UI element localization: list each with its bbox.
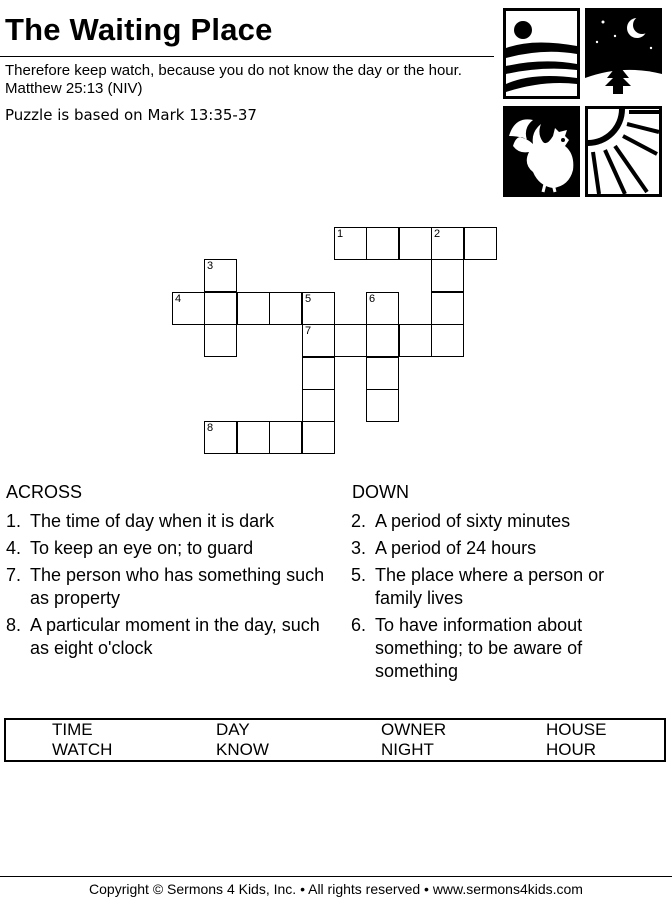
clue-text: To keep an eye on; to guard [30,538,254,558]
crossword-cell[interactable] [399,324,432,357]
clue-text: A period of 24 hours [375,538,537,558]
crossword-cell[interactable] [237,292,270,325]
crossword-cell[interactable] [464,227,497,260]
cell-number: 4 [175,293,182,305]
word-bank-item: OWNER [381,720,447,739]
cell-number: 6 [369,293,376,305]
crossword-cell[interactable] [334,324,367,357]
crossword-cell[interactable] [366,324,399,357]
down-clue-list [351,510,651,687]
down-clue [351,537,651,560]
crossword-cell[interactable] [204,324,237,357]
crossword-cell[interactable] [366,389,399,422]
footer-divider [0,876,672,877]
cell-number: 2 [434,228,441,240]
across-clue [6,614,326,660]
clue-number: 5. [351,565,367,585]
word-bank-item: DAY [216,720,250,739]
across-clue [6,537,326,560]
clue-number: 8. [6,615,22,635]
down-clue [351,510,651,533]
word-bank [4,718,666,762]
down-clue [351,564,651,610]
crossword-cell[interactable] [269,292,302,325]
crossword-cell[interactable] [431,227,464,260]
cell-number: 7 [305,325,312,337]
clue-number: 7. [6,565,22,585]
cell-number: 5 [305,293,312,305]
crossword-cell[interactable] [204,259,237,292]
clue-text: A particular moment in the day, such as eight o'clock [30,615,320,658]
crossword-cell[interactable] [302,292,335,325]
crossword-cell[interactable] [366,357,399,390]
word-bank-item: WATCH [52,740,113,759]
crossword-cell[interactable] [431,259,464,292]
crossword-cell[interactable] [399,227,432,260]
clue-text: The person who has something such as property [30,565,325,608]
sunrise-landscape-icon [503,8,580,99]
crossword-cell[interactable] [204,421,237,454]
crossword-cell[interactable] [302,357,335,390]
crossword-cell[interactable] [269,421,302,454]
across-clue [6,510,326,533]
crossword-cell[interactable] [302,324,335,357]
crossword-cell[interactable] [366,227,399,260]
clue-number: 3. [351,538,367,558]
rooster-icon [503,106,580,197]
cell-number: 1 [337,228,344,240]
puzzle-basis: Puzzle is based on Mark 13:35-37 [5,106,257,124]
across-clue-list [6,510,326,664]
clue-text: A period of sixty minutes [375,511,571,531]
clue-number: 2. [351,511,367,531]
word-bank-item: HOUR [546,740,597,759]
scripture-verse: Therefore keep watch, because you do not know the day or the hour. Matthew 25:13 (NIV) [5,62,462,97]
down-heading: DOWN [352,482,409,502]
clue-number: 4. [6,538,22,558]
clue-text: The place where a person or family lives [375,565,605,608]
crossword-cell[interactable] [431,324,464,357]
crossword-cell[interactable] [302,389,335,422]
clue-number: 1. [6,511,22,531]
cell-number: 3 [207,260,214,272]
word-bank-item: TIME [52,720,93,739]
word-bank-item: KNOW [216,740,269,759]
page-title: The Waiting Place [5,12,273,47]
sun-rays-icon [585,106,662,197]
across-clue [6,564,326,610]
word-bank-item: HOUSE [546,720,607,739]
night-moon-tree-icon [585,8,662,99]
crossword-cell[interactable] [334,227,367,260]
clue-text: The time of day when it is dark [30,511,275,531]
crossword-cell[interactable] [172,292,205,325]
clue-number: 6. [351,615,367,635]
crossword-cell[interactable] [366,292,399,325]
cell-number: 8 [207,422,214,434]
clue-text: To have information about something; to be aware of something [375,615,583,681]
crossword-cell[interactable] [431,292,464,325]
word-bank-item: NIGHT [381,740,434,759]
crossword-cell[interactable] [237,421,270,454]
copyright-footer: Copyright © Sermons 4 Kids, Inc. • All rights reserved • www.sermons4kids.com [89,881,583,897]
across-heading: ACROSS [6,482,83,502]
title-divider [0,56,494,57]
crossword-cell[interactable] [302,421,335,454]
down-clue [351,614,651,683]
crossword-cell[interactable] [204,292,237,325]
